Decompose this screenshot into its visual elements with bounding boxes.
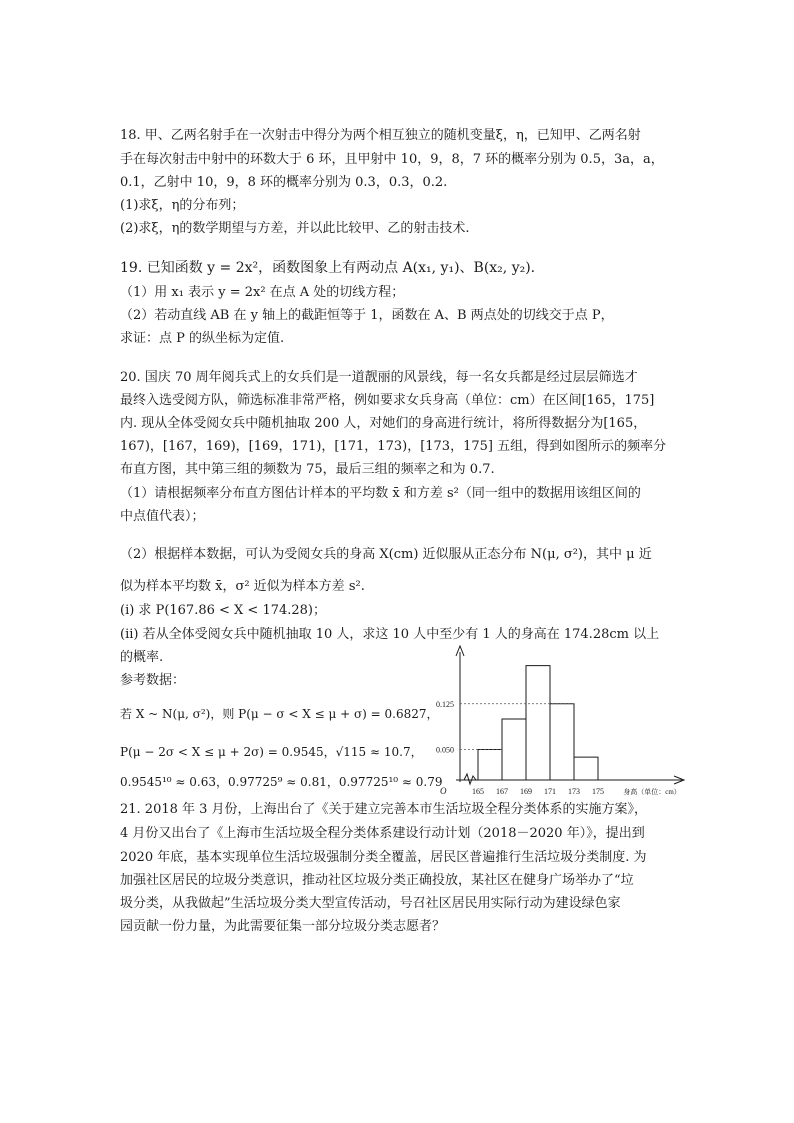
x-axis-label: 身高（单位：cm） [623, 788, 681, 796]
q21-line-2: 4 月份又出台了《上海市生活垃圾全程分类体系建设行动计划（2018－2020 年）》，提出到 [120, 826, 645, 841]
q19-part-2-cont: 求证：点 P 的纵坐标为定值. [120, 331, 285, 346]
q18-part-2: (2)求ξ，η的数学期望与方差，并以此比较甲、乙的射击技术. [120, 221, 470, 236]
x-tick-label: 171 [544, 787, 556, 796]
y-tick-label: 0.050 [436, 745, 454, 755]
q21-line-3: 2020 年底，基本实现单位生活垃圾强制分类全覆盖，居民区普遍推行生活垃圾分类制度. 为 [120, 850, 647, 865]
histogram-bar [550, 704, 574, 780]
q21-line-4: 加强社区居民的垃圾分类意识，推动社区垃圾分类正确投放，某社区在健身广场举办了“垃 [120, 873, 634, 888]
histogram-bar [574, 757, 598, 780]
q20-sub-2-a: (ii) 若从全体受阅女兵中随机抽取 10 人，求这 10 人中至少有 1 人的身高在 174.28cm 以上 [120, 627, 660, 642]
x-tick-label: 169 [520, 787, 532, 796]
q18-line-2: 手在每次射击中射中的环数大于 6 环，且甲射中 10，9，8，7 环的概率分别为 0.5，3a，a， [120, 152, 664, 167]
frequency-histogram [420, 640, 690, 800]
q21-line-6: 园贡献一份力量，为此需要征集一部分垃圾分类志愿者？ [120, 919, 446, 934]
x-tick-label: 165 [472, 787, 484, 796]
q20-ref-1: 若 X ~ N(μ, σ²)，则 P(μ − σ < X ≤ μ + σ) = 0.6827， [120, 707, 439, 721]
x-tick-label: 173 [568, 787, 580, 796]
q20-part-2-b: 似为样本平均数 x̄，σ² 近似为样本方差 s². [120, 579, 365, 594]
x-tick-label: 167 [496, 787, 508, 796]
q21-line-1: 21. 2018 年 3 月份，上海出台了《关于建立完善本市生活垃圾全程分类体系的实施方案》， [120, 802, 648, 817]
histogram-bar [526, 666, 550, 780]
q20-ref-title: 参考数据： [120, 673, 186, 688]
axis-break-mark [464, 774, 476, 784]
q20-line-2: 最终入选受阅方队，筛选标准非常严格，例如要求女兵身高（单位：cm）在区间[165，175] [120, 393, 655, 408]
q20-line-1: 20. 国庆 70 周年阅兵式上的女兵们是一道靓丽的风景线，每一名女兵都是经过层层筛选才 [120, 370, 638, 385]
y-tick-label: 0.125 [436, 699, 454, 709]
histogram-bar [478, 750, 502, 781]
q20-part-1-b: 中点值代表）； [120, 509, 205, 524]
q20-sub-2-b: 的概率. [120, 650, 164, 665]
q20-sub-1: (i) 求 P(167.86 < X < 174.28)； [120, 603, 327, 618]
q20-ref-3: 0.9545¹⁰ ≈ 0.63，0.97725⁹ ≈ 0.81，0.97725¹⁰ ≈ 0.79 [120, 775, 443, 789]
q20-ref-2: P(μ − 2σ < X ≤ μ + 2σ) = 0.9545，√115 ≈ 10.7， [120, 745, 423, 759]
q19-part-1: （1）用 x₁ 表示 y = 2x² 在点 A 处的切线方程； [120, 285, 405, 300]
q20-line-5: 布直方图，其中第三组的频数为 75，最后三组的频率之和为 0.7. [120, 462, 495, 477]
q18-line-3: 0.1，乙射中 10，9，8 环的概率分别为 0.3，0.3，0.2. [120, 175, 448, 190]
histogram-bar [502, 719, 526, 780]
x-tick-label: 175 [592, 787, 604, 796]
q20-line-4: 167)，[167，169)，[169，171)，[171，173)，[173，175] 五组，得到如图所示的频率分 [120, 439, 667, 454]
q20-part-1-a: （1）请根据频率分布直方图估计样本的平均数 x̄ 和方差 s²（同一组中的数据用该组区间的 [120, 486, 641, 501]
q18-part-1: (1)求ξ，η的分布列； [120, 198, 245, 213]
q21-line-5: 圾分类，从我做起”生活垃圾分类大型宣传活动，号召社区居民用实际行动为建设绿色家 [120, 896, 621, 911]
q18-line-1: 18. 甲、乙两名射手在一次射击中得分为两个相互独立的随机变量ξ，η，已知甲、乙两名射 [120, 128, 641, 143]
q20-part-2-a: （2）根据样本数据，可认为受阅女兵的身高 X(cm) 近似服从正态分布 N(μ, σ²)，其中 μ 近 [120, 547, 652, 562]
q20-line-3: 内. 现从全体受阅女兵中随机抽取 200 人，对她们的身高进行统计，将所得数据分为[165， [120, 416, 647, 431]
q19-line-1: 19. 已知函数 y = 2x²，函数图象上有两动点 A(x₁, y₁)、B(x₂, y₂). [120, 260, 536, 276]
q19-part-2: （2）若动直线 AB 在 y 轴上的截距恒等于 1，函数在 A、B 两点处的切线交于点 P， [120, 308, 614, 323]
origin-label: O [440, 786, 447, 796]
